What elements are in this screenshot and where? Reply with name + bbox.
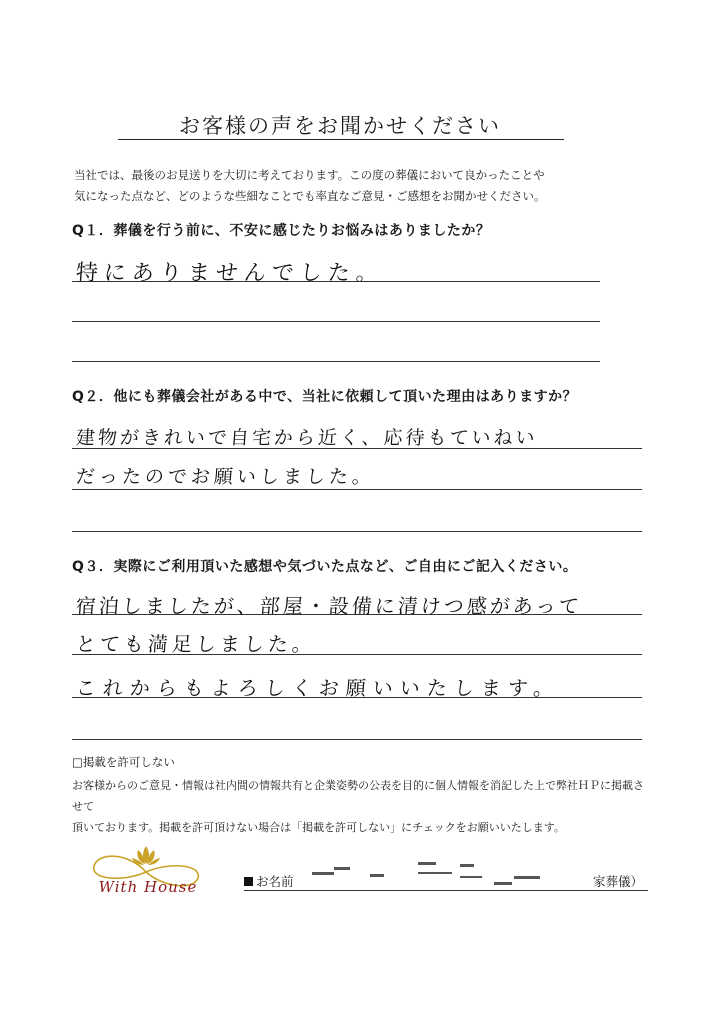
intro-line: 当社では、最後のお見送りを大切に考えております。この度の葬儀において良かったことや: [74, 168, 545, 182]
name-suffix: 家葬儀）: [593, 874, 644, 889]
answer-rule: [72, 448, 642, 449]
question-3: Q３．実際にご利用頂いた感想や気づいた点など、ご自由にご記入ください。: [72, 559, 578, 575]
answer-rule: [72, 489, 642, 490]
answer-rule: [72, 697, 642, 698]
form-title: お客様の声をお聞かせください: [179, 114, 501, 138]
answer-1-line-1: 特にありませんでした。: [74, 261, 385, 286]
intro-line: 気になった点など、どのような些細なことでも率直なご意見・ご感想をお聞かせください。: [74, 189, 546, 203]
title-underline: [118, 139, 564, 140]
answer-rule: [72, 361, 600, 362]
answer-rule: [72, 531, 642, 532]
name-label-text: お名前: [256, 874, 294, 889]
answer-rule: [72, 281, 600, 282]
consent-note-line: お客様からのご意見・情報は社内間の情報共有と企業姿勢の公表を目的に個人情報を消記した上で弊社ＨＰに掲載させて: [72, 779, 644, 813]
redacted-name: [306, 862, 586, 888]
consent-note-line: 頂いております。掲載を許可頂けない場合は「掲載を許可しない」にチェックをお願いいたします。: [72, 821, 565, 834]
question-1: Q１．葬儀を行う前に、不安に感じたりお悩みはありましたか？: [72, 223, 491, 239]
answer-rule: [72, 654, 642, 655]
consent-note: [72, 775, 652, 838]
answer-2-line-2: だったのでお願いしました。: [75, 466, 376, 488]
no-publish-checkbox[interactable]: □掲載を許可しない: [72, 755, 175, 769]
answer-3-line-3: これからもよろしくお願いいたします。: [75, 676, 562, 700]
intro-text: [74, 165, 634, 207]
name-label: [244, 872, 294, 890]
answer-3-line-1: 宿泊しましたが、部屋・設備に清けつ感があって: [75, 594, 583, 618]
name-underline: [244, 890, 648, 891]
answer-rule: [72, 321, 600, 322]
answer-rule: [72, 614, 642, 615]
answer-2-line-1: 建物がきれいで自宅から近く、応待もていねい: [75, 427, 539, 449]
logo-text: With House: [98, 878, 198, 896]
square-bullet-icon: [244, 877, 253, 886]
question-2: Q２．他にも葬儀会社がある中で、当社に依頼して頂いた理由はありますか？: [72, 389, 578, 405]
answer-rule: [72, 739, 642, 740]
answer-3-line-2: とても満足しました。: [75, 632, 317, 656]
